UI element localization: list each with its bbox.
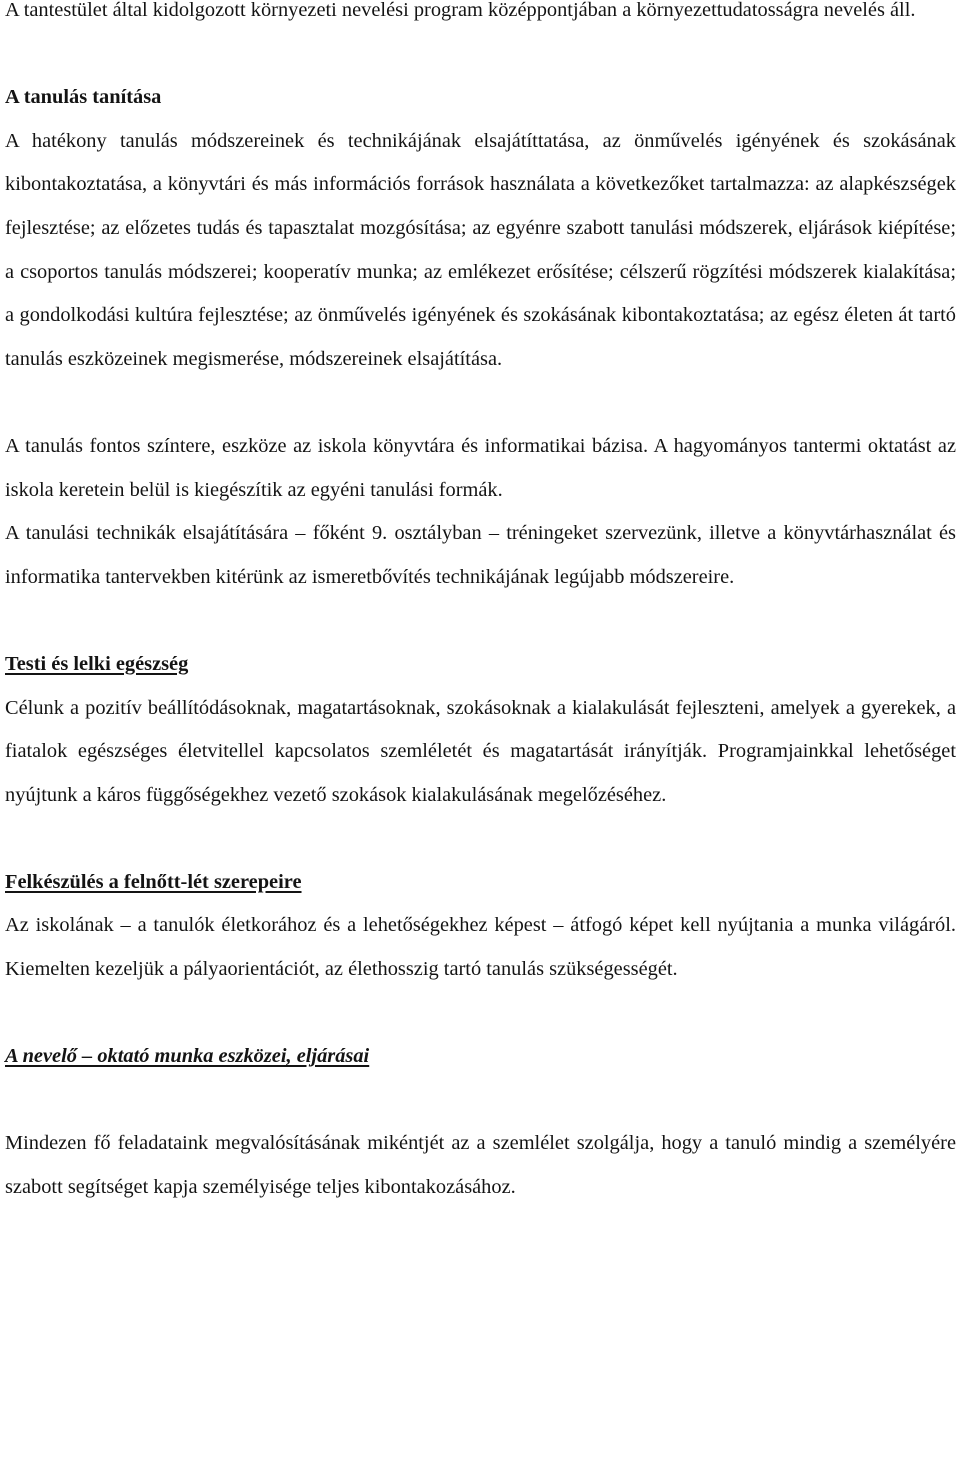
tanulas-paragraph-1: A hatékony tanulás módszereinek és technikájának elsajátíttatása, az önművelés igényének és szokásának kibontakoztatása, a könyvtári és más információs források használata a következőket tartalmazza: az alapkészségek fejlesztése; az előzetes tudás és tapasztalat mozgósítása; az egyénre szabott tanulási módszerek, eljárások kiépítése; a csoportos tanulás módszerei; kooperatív munka; az emlékezet erősítése; célszerű rögzítési módszerek kialakítása; a gondolkodási kultúra fejlesztése; az önművelés igényének és szokásának kibontakoztatása; az egész életen át tartó tanulás eszközeinek megismerése, módszereinek elsajátítása.	[5, 129, 956, 370]
heading-felnott: Felkészülés a felnőtt-lét szerepeire	[5, 870, 302, 893]
tanulas-paragraph-2: A tanulás fontos színtere, eszköze az iskola könyvtára és informatikai bázisa. A hagyományos tantermi oktatást az iskola keretein belül is kiegészítik az egyéni tanulási formák.	[5, 434, 956, 501]
eszkozok-paragraph: Mindezen fő feladataink megvalósításának mikéntjét az a szemlélet szolgálja, hogy a tanuló mindig a személyére szabott segítséget kapja személyisége teljes kibontakozásához.	[5, 1132, 956, 1199]
heading-tanulas: A tanulás tanítása	[5, 86, 162, 109]
heading-egeszseg: Testi és lelki egészség	[5, 652, 189, 675]
document-page	[5, 0, 956, 1210]
tanulas-paragraph-3: A tanulási technikák elsajátítására – főként 9. osztályban – tréningeket szervezünk, illetve a könyvtárhasználat és informatika tantervekben kitérünk az ismeretbővítés technikájának legújabb módszereire.	[5, 522, 956, 588]
intro-paragraph: A tantestület által kidolgozott környezeti nevelési program középpontjában a környezettudatosságra nevelés áll.	[5, 0, 916, 21]
egeszseg-paragraph: Célunk a pozitív beállítódásoknak, magatartásoknak, szokásoknak a kialakulását fejleszteni, amelyek a gyerekek, a fiatalok egészséges életvitellel kapcsolatos szemléletét és magatartását irányítják. Programjainkkal lehetőséget nyújtunk a káros függőségekhez vezető szokások kialakulásának megelőzéséhez.	[5, 696, 956, 806]
felnott-paragraph: Az iskolának – a tanulók életkorához és a lehetőségekhez képest – átfogó képet kell nyújtania a munka világáról. Kiemelten kezeljük a pályaorientációt, az élethosszig tartó tanulás szükségességét.	[5, 914, 956, 981]
heading-eszkozok: A nevelő – oktató munka eszközei, eljárásai	[5, 1045, 370, 1068]
